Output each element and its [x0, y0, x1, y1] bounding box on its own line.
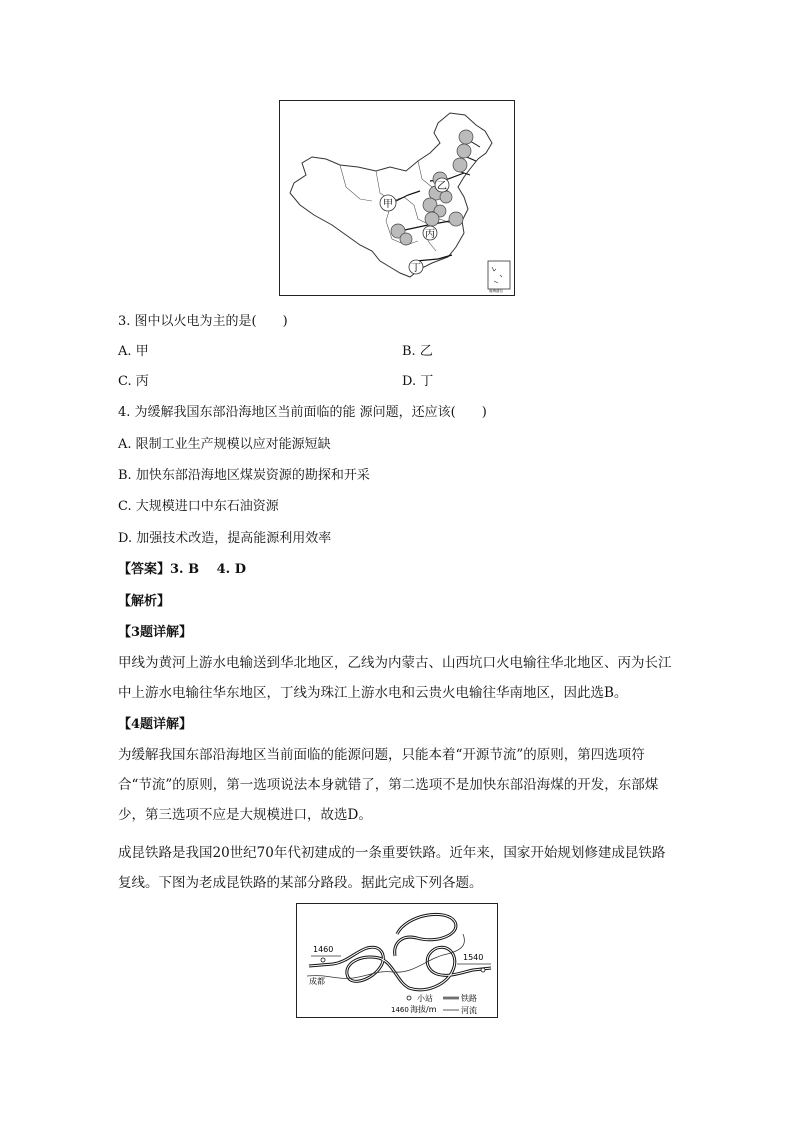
legend-elev-sample: 1460 [391, 1006, 409, 1014]
legend [391, 993, 477, 1015]
q3-stem: 3. 图中以火电为主的是( ) [118, 314, 288, 329]
label-bing: 丙 [425, 229, 435, 240]
q3-detail-text: 甲线为黄河上游水电输送到华北地区，乙线为内蒙古、山西坑口火电输往华北地区、丙为长江中上游水电输往华东地区，丁线为珠江上游水电和云贵火电输往华南地区，因此选B。 [118, 655, 672, 701]
elev-left: 1460 [313, 945, 334, 954]
answer-line: 【答案】3. B 4. D [118, 562, 246, 577]
label-ding: 丁 [411, 263, 421, 274]
analysis-title: 【解析】 [118, 594, 171, 609]
label-jia: 甲 [383, 199, 393, 210]
china-energy-map [279, 100, 515, 296]
legend-river: 河流 [461, 1006, 477, 1015]
station-left [321, 958, 325, 962]
railway-intro: 成昆铁路是我国20世纪70年代初建成的一条重要铁路。近年来，国家开始规划修建成昆铁路复线。下图为老成昆铁路的某部分路段。据此完成下列各题。 [118, 845, 666, 891]
china-map-svg [280, 101, 513, 294]
q3-option-a: A. 甲 [118, 344, 149, 359]
q4-stem: 4. 为缓解我国东部沿海地区当前面临的能 源问题，还应该( ) [118, 405, 487, 420]
q3-option-b: B. 乙 [402, 344, 433, 359]
q4-option-c: C. 大规模进口中东石油资源 [118, 499, 279, 514]
city-chengdu: 成都 [309, 977, 325, 986]
station-right [481, 968, 485, 972]
railway-svg [297, 904, 496, 1016]
q4-detail-text: 为缓解我国东部沿海地区当前面临的能源问题，只能本着“开源节流”的原则，第四选项符合“节流”的原则，第一选项说法本身就错了，第二选项不是加快东部沿海煤的开发，东部煤少，第三选项不应是大规模进口，故选D。 [118, 747, 659, 823]
legend-railway: 铁路 [461, 994, 477, 1003]
inset-caption: 南海诸岛 [489, 289, 503, 293]
q4-option-d: D. 加强技术改造，提高能源利用效率 [118, 531, 332, 546]
elev-right: 1540 [463, 953, 484, 962]
q3-detail-title: 【3题详解】 [118, 625, 193, 640]
q4-option-a: A. 限制工业生产规模以应对能源短缺 [118, 437, 331, 452]
label-yi: 乙 [437, 181, 447, 192]
q4-detail-title: 【4题详解】 [118, 717, 193, 732]
legend-elevation: 海拔/m [410, 1005, 437, 1014]
legend-station: 小站 [417, 994, 433, 1003]
south-sea-inset [488, 261, 510, 289]
q4-option-b: B. 加快东部沿海地区煤炭资源的勘探和开采 [118, 468, 370, 483]
chengkun-railway-map [296, 903, 498, 1018]
q3-option-d: D. 丁 [402, 374, 434, 389]
q3-option-c: C. 丙 [118, 374, 149, 389]
